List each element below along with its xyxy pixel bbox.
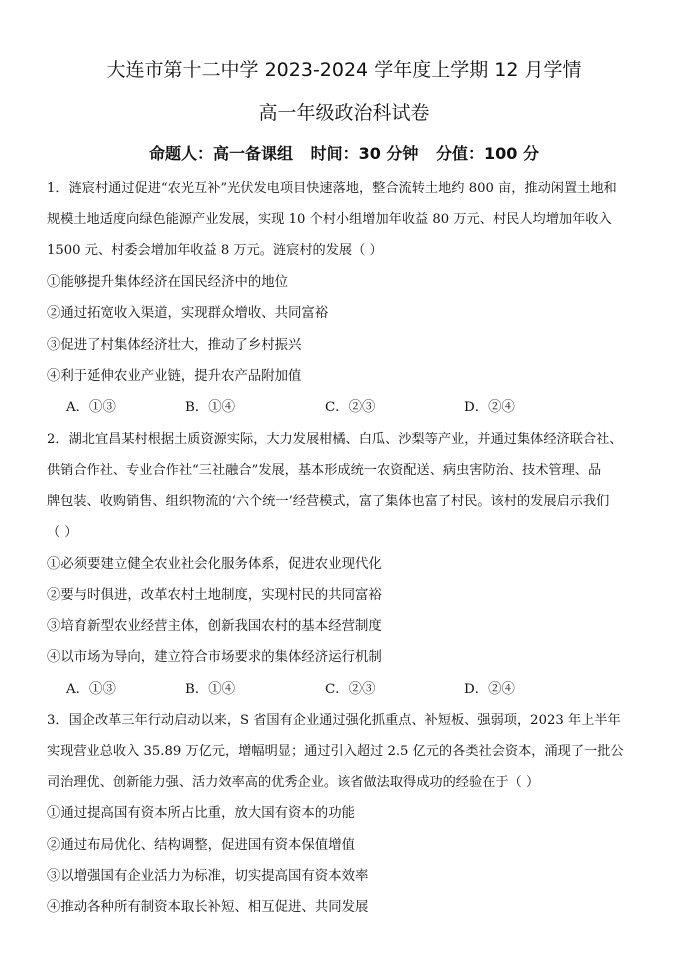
statement-2: ②要与时俱进，改革农村土地制度，实现村民的共同富裕 bbox=[47, 588, 382, 603]
choice-c[interactable]: C．②③ bbox=[325, 400, 376, 415]
question-stem-line: 规模土地适度向绿色能源产业发展，实现 10 个村小组增加年收益 80 万元、村民人均增加年收入 bbox=[47, 212, 612, 227]
choice-b[interactable]: B．①④ bbox=[185, 400, 236, 415]
setter-label: 命题人：高一备课组 bbox=[149, 144, 294, 163]
choice-d[interactable]: D．②④ bbox=[464, 400, 515, 415]
question-stem-line: 实现营业总收入 35.89 万亿元，增幅明显；通过引入超过 2.5 亿元的各类社会资本，涌现了一批公 bbox=[47, 744, 624, 759]
choice-d[interactable]: D．②④ bbox=[464, 682, 515, 697]
time-label: 时间：30 分钟 bbox=[310, 144, 419, 163]
question-stem-line: 1500 元、村委会增加年收益 8 万元。涟宸村的发展（ ） bbox=[47, 243, 383, 258]
question-stem-line: （ ） bbox=[47, 525, 78, 540]
score-label: 分值：100 分 bbox=[436, 144, 539, 163]
choice-a[interactable]: A．①③ bbox=[66, 682, 116, 697]
statement-2: ②通过拓宽收入渠道，实现群众增收、共同富裕 bbox=[47, 306, 329, 321]
question-stem-line: 司治理优、创新能力强、活力效率高的优秀企业。该省做法取得成功的经验在于（ ） bbox=[47, 775, 540, 790]
question-stem-line: 供销合作社、专业合作社“三社融合”发展，基本形成统一农资配送、病虫害防治、技术管理、品 bbox=[47, 463, 602, 478]
statement-2: ②通过布局优化、结构调整，促进国有资本保值增值 bbox=[47, 838, 355, 853]
choice-b[interactable]: B．①④ bbox=[185, 682, 236, 697]
statement-4: ④以市场为导向，建立符合市场要求的集体经济运行机制 bbox=[47, 650, 382, 665]
question-stem-line: 1．涟宸村通过促进“农光互补”光伏发电项目快速落地，整合流转土地约 800 亩，推动闲置土地和 bbox=[47, 181, 617, 196]
question-stem-line: 2．湖北宜昌某村根据土质资源实际，大力发展柑橘、白瓜、沙梨等产业，并通过集体经济联合社、 bbox=[47, 432, 623, 447]
statement-1: ①通过提高国有资本所占比重，放大国有资本的功能 bbox=[47, 806, 355, 821]
choice-c[interactable]: C．②③ bbox=[325, 682, 376, 697]
statement-1: ①必须要建立健全农业社会化服务体系，促进农业现代化 bbox=[47, 557, 382, 572]
exam-meta bbox=[0, 143, 688, 165]
statement-3: ③以增强国有企业活力为标准，切实提高国有资本效率 bbox=[47, 869, 369, 884]
statement-3: ③培育新型农业经营主体，创新我国农村的基本经营制度 bbox=[47, 619, 382, 634]
statement-3: ③促进了村集体经济壮大，推动了乡村振兴 bbox=[47, 338, 302, 353]
choice-a[interactable]: A．①③ bbox=[66, 400, 116, 415]
question-stem-line: 牌包装、收购销售、组织物流的‘六个统一’经营模式，富了集体也富了村民。该村的发展启示我们 bbox=[47, 494, 610, 509]
exam-title-line2: 高一年级政治科试卷 bbox=[258, 102, 430, 124]
question-stem-line: 3．国企改革三年行动启动以来，S 省国有企业通过强化抓重点、补短板、强弱项，2023 年上半年 bbox=[47, 713, 621, 728]
statement-1: ①能够提升集体经济在国民经济中的地位 bbox=[47, 275, 289, 290]
statement-4: ④推动各种所有制资本取长补短、相互促进、共同发展 bbox=[47, 900, 369, 915]
exam-title-line1: 大连市第十二中学 2023-2024 学年度上学期 12 月学情 bbox=[106, 59, 582, 81]
statement-4: ④利于延伸农业产业链，提升农产品附加值 bbox=[47, 369, 302, 384]
